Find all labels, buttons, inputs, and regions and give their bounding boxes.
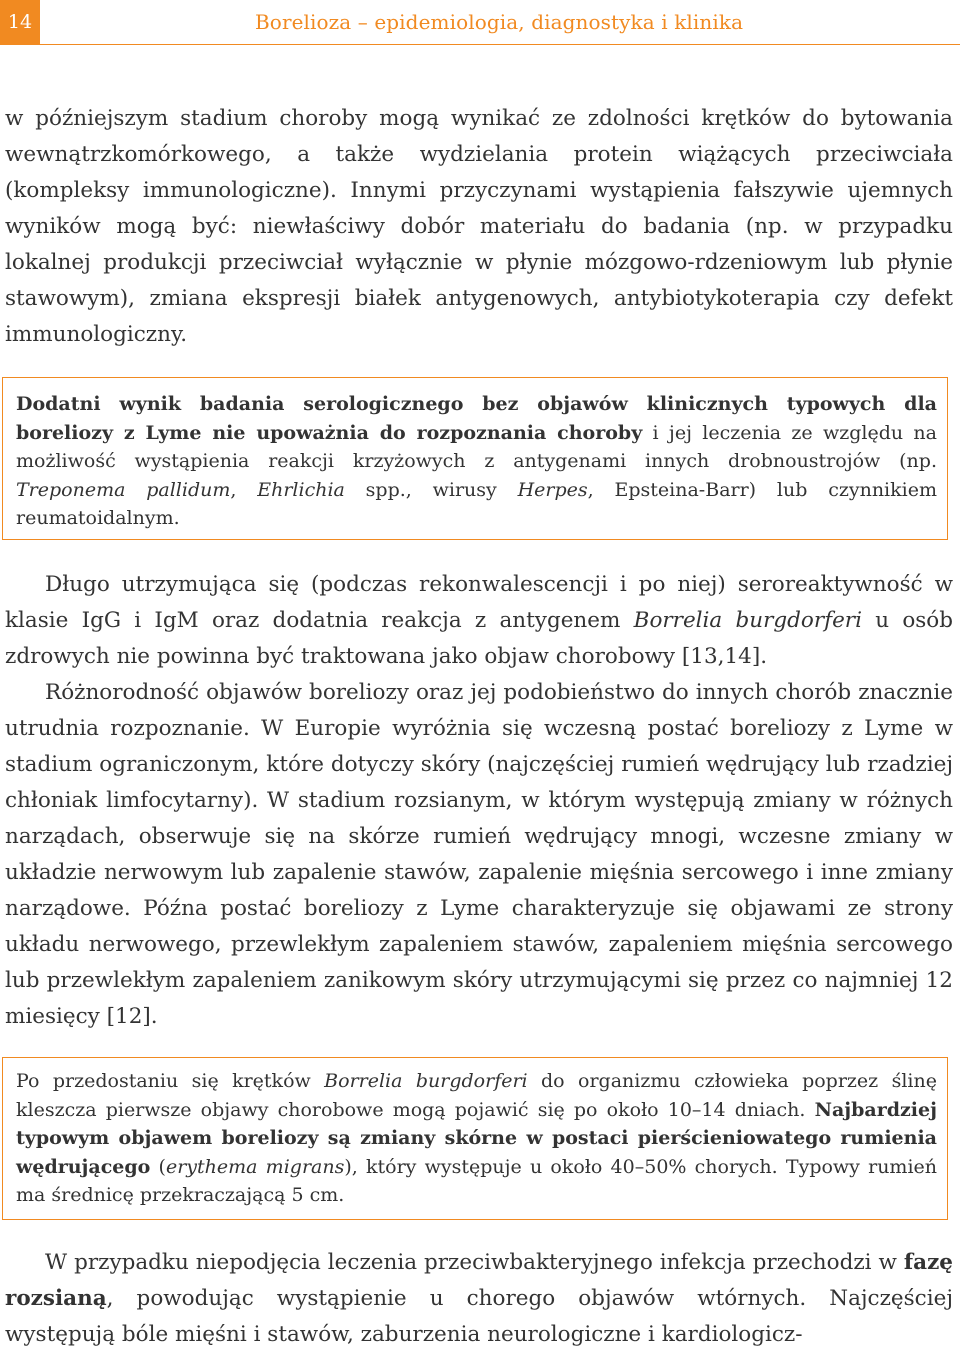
page-header <box>0 0 960 46</box>
text-run: spp., wirusy <box>344 478 518 501</box>
emphasis-text: fazę rozsianą <box>5 1250 953 1311</box>
header-rule <box>0 44 960 45</box>
paragraph-false-negatives <box>5 101 953 353</box>
page-number: 14 <box>0 0 40 45</box>
text-run: , <box>230 478 258 501</box>
text-run: ), który występuje u około 40–50% chorych. Typowy rumień ma średnicę przekraczającą 5 cm. <box>16 1155 937 1206</box>
species-name: Borrelia burgdorferi <box>324 1070 528 1092</box>
species-name: Treponema pallidum <box>16 478 231 501</box>
running-title: Borelioza – epidemiologia, diagnostyka i klinika <box>255 10 744 34</box>
text-run: i jej leczenia ze względu na możliwość wystąpienia reakcji krzyżowych z antygenami innych drobnoustrojów (np. <box>16 421 937 472</box>
text-run: u osób zdrowych nie powinna być traktowana jako objaw chorobowy [13,14]. <box>5 608 954 669</box>
text-run: Po przedostaniu się krętków <box>16 1070 325 1092</box>
latin-term: erythema migrans <box>165 1155 345 1178</box>
emphasis-text: Dodatni wynik badania serologicznego bez objawów klinicznych typowych dla boreliozy z Lyme nie upoważnia do rozpoznania choroby <box>16 393 937 444</box>
info-box-text <box>3 390 947 533</box>
paragraph-text: Różnorodność objawów boreliozy oraz jej podobieństwo do innych chorób znacznie utrudnia rozpoznanie. W Europie wyróżnia się wczesną postać boreliozy z Lyme w stadium ograniczonym, które dotyczy skóry (najczęściej rumień wędrujący lub rzadziej chłoniak limfocytarny). W stadium rozsianym, w którym występują zmiany w różnych narządach, obserwuje się na skórze rumień wędrujący mnogi, wczesne zmiany w układzie nerwowym lub zapalenie stawów, zapalenie mięśnia sercowego i inne zmiany narządowe. Późna postać boreliozy z Lyme charakteryzuje się objawami ze strony układu nerwowego, przewlekłym zapaleniem stawów, zapaleniem mięśnia sercowego lub przewlekłym zapaleniem zanikowym skóry utrzymującymi się przez co najmniej 12 miesięcy [12]. <box>5 680 953 1029</box>
text-run: Długo utrzymująca się (podczas rekonwalescencji i po niej) seroreaktywność w klasie IgG i IgM oraz dodatnia reakcja z antygenem <box>5 572 953 633</box>
text-run: do organizmu człowieka poprzez ślinę kleszcza pierwsze objawy chorobowe mogą pojawić się po około 10–14 dniach. <box>16 1070 937 1121</box>
info-box-text <box>3 1067 947 1210</box>
species-name: Ehrlichia <box>257 478 345 501</box>
paragraph-disseminated-phase <box>5 1245 953 1353</box>
species-name: Herpes <box>517 478 588 501</box>
species-name: Borrelia burgdorferi <box>633 608 862 633</box>
paragraph-text: w późniejszym stadium choroby mogą wynikać ze zdolności krętków do bytowania wewnątrzkomórkowego, a także wydzielania protein wiążących przeciwciała (kompleksy immunologiczne). Innymi przyczynami wystąpienia fałszywie ujemnych wyników mogą być: niewłaściwy dobór materiału do badania (np. w przypadku lokalnej produkcji przeciwciał wyłącznie w płynie mózgowo-rdzeniowym lub płynie stawowym), zmiana ekspresji białek antygenowych, antybiotykoterapia czy defekt immunologiczny. <box>5 106 953 347</box>
emphasis-text: Najbardziej typowym objawem boreliozy są zmiany skórne w postaci pierścieniowatego rumienia wędrującego <box>16 1098 937 1178</box>
info-box-serology <box>2 377 948 540</box>
paragraph-seroreactivity <box>5 567 953 675</box>
paragraph-symptoms <box>5 675 953 1035</box>
text-run: W przypadku niepodjęcia leczenia przeciwbakteryjnego infekcja przechodzi w <box>45 1250 904 1275</box>
text-run: ( <box>150 1155 166 1178</box>
info-box-erythema <box>2 1057 948 1220</box>
text-run: , powodując wystąpienie u chorego objawów wtórnych. Najczęściej występują bóle mięśni i stawów, zaburzenia neurologiczne i kardiologicz- <box>5 1286 953 1347</box>
text-run: , Epsteina-Barr) lub czynnikiem reumatoidalnym. <box>16 478 937 529</box>
